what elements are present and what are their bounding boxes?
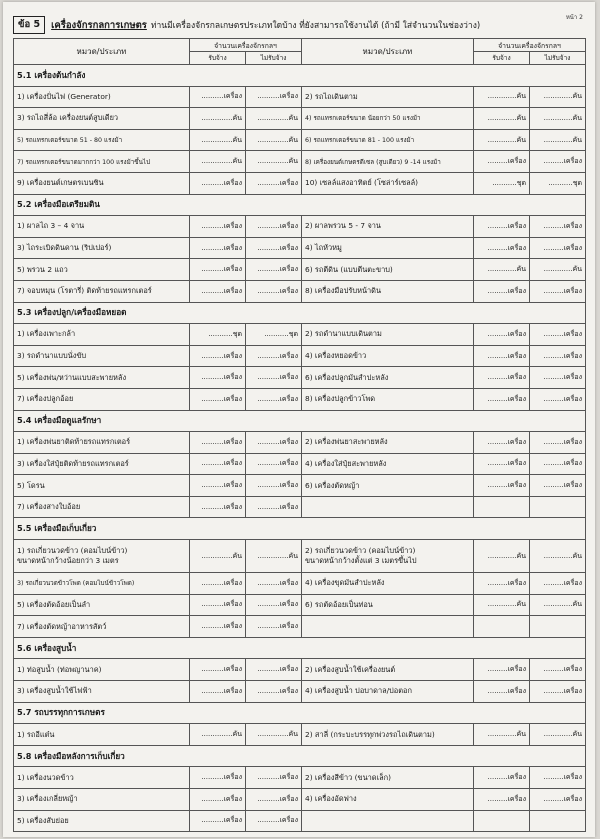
amount-field-right-hired bbox=[474, 810, 530, 832]
survey-page bbox=[3, 2, 595, 837]
amount-field-right-not-hired[interactable]: .........เครื่อง bbox=[530, 388, 586, 410]
item-label-right: 6) รถตัดอ้อยเป็นท่อน bbox=[302, 594, 474, 616]
amount-field-left-not-hired[interactable]: ..........เครื่อง bbox=[246, 172, 302, 194]
table-row bbox=[14, 453, 586, 475]
amount-field-right-not-hired bbox=[530, 496, 586, 518]
amount-field-right-not-hired[interactable]: .........เครื่อง bbox=[530, 573, 586, 595]
amount-field-right-hired[interactable]: .............คัน bbox=[474, 259, 530, 281]
item-label-right: 2) รถไถเดินตาม bbox=[302, 86, 474, 108]
amount-field-right-not-hired[interactable]: .............คัน bbox=[530, 86, 586, 108]
amount-field-right-not-hired[interactable]: .........เครื่อง bbox=[530, 324, 586, 346]
amount-field-left-not-hired[interactable]: ..............คัน bbox=[246, 724, 302, 746]
amount-field-right-hired[interactable]: .........เครื่อง bbox=[474, 789, 530, 811]
table-row bbox=[14, 594, 586, 616]
amount-field-right-not-hired bbox=[530, 810, 586, 832]
amount-field-left-not-hired[interactable]: ..........เครื่อง bbox=[246, 432, 302, 454]
table-row bbox=[14, 151, 586, 173]
amount-field-left-hired[interactable]: ..........เครื่อง bbox=[190, 345, 246, 367]
amount-field-left-not-hired[interactable]: ..............คัน bbox=[246, 129, 302, 151]
amount-field-right-not-hired[interactable]: .........เครื่อง bbox=[530, 216, 586, 238]
question-heading: เครื่องจักรกลการเกษตร bbox=[51, 19, 147, 31]
item-label-left: 3) เครื่องสูบน้ำใช้ไฟฟ้า bbox=[14, 681, 190, 703]
section-title: 5.1 เครื่องต้นกำลัง bbox=[14, 65, 586, 87]
amount-field-right-hired[interactable]: .........เครื่อง bbox=[474, 475, 530, 497]
amount-field-right-not-hired[interactable]: .............คัน bbox=[530, 594, 586, 616]
amount-field-left-hired[interactable]: ..........เครื่อง bbox=[190, 594, 246, 616]
amount-field-right-hired[interactable]: .........เครื่อง bbox=[474, 367, 530, 389]
amount-field-left-not-hired[interactable]: ..........เครื่อง bbox=[246, 367, 302, 389]
amount-field-right-hired bbox=[474, 616, 530, 638]
table-row bbox=[14, 129, 586, 151]
table-row bbox=[14, 659, 586, 681]
table-row bbox=[14, 259, 586, 281]
question-title bbox=[13, 16, 583, 34]
section-row bbox=[14, 65, 586, 87]
table-row bbox=[14, 432, 586, 454]
amount-field-right-not-hired[interactable]: .........เครื่อง bbox=[530, 453, 586, 475]
amount-field-right-not-hired[interactable]: .........เครื่อง bbox=[530, 237, 586, 259]
page-number: หน้า 2 bbox=[565, 14, 583, 21]
table-row bbox=[14, 345, 586, 367]
amount-field-left-hired[interactable]: ..........เครื่อง bbox=[190, 681, 246, 703]
amount-field-right-hired[interactable]: ...........ชุด bbox=[474, 172, 530, 194]
amount-field-left-not-hired[interactable]: ..........เครื่อง bbox=[246, 280, 302, 302]
item-label-left: 7) เครื่องปลูกอ้อย bbox=[14, 388, 190, 410]
amount-field-right-not-hired[interactable]: .............คัน bbox=[530, 259, 586, 281]
section-row bbox=[14, 410, 586, 432]
amount-field-right-not-hired[interactable]: ...........ชุด bbox=[530, 172, 586, 194]
amount-field-left-hired[interactable]: ..........เครื่อง bbox=[190, 789, 246, 811]
section-row bbox=[14, 518, 586, 540]
item-label-right: 4) เครื่องขุดมันสำปะหลัง bbox=[302, 573, 474, 595]
item-label-right: 8) เครื่องยนต์เกษตรดีเซล (สูบเดียว) 9 -14 แรงม้า bbox=[302, 151, 474, 173]
table-row bbox=[14, 237, 586, 259]
item-label-left: 3) รถเกี่ยวนวดข้าวโพด (คอมไบน์ข้าวโพด) bbox=[14, 573, 190, 595]
item-label-left: 1) ผาลไถ 3 – 4 จาน bbox=[14, 216, 190, 238]
item-label-line1: 2) รถเกี่ยวนวดข้าว (คอมไบน์ข้าว) bbox=[305, 546, 416, 556]
item-label-left: 1) เครื่องพ่นยาติดท้ายรถแทรกเตอร์ bbox=[14, 432, 190, 454]
item-label-left: 7) เครื่องตัดหญ้าอาหารสัตว์ bbox=[14, 616, 190, 638]
item-label-right: 2) สาลี่ (กระบะบรรทุกพ่วงรถไถเดินตาม) bbox=[302, 724, 474, 746]
item-label-right: 6) เครื่องตัดหญ้า bbox=[302, 475, 474, 497]
amount-field-right-not-hired[interactable]: .........เครื่อง bbox=[530, 280, 586, 302]
amount-field-left-hired[interactable]: ..............คัน bbox=[190, 724, 246, 746]
amount-field-left-not-hired[interactable]: ..........เครื่อง bbox=[246, 616, 302, 638]
item-label-line2: ขนาดหน้ากว้างน้อยกว่า 3 เมตร bbox=[17, 556, 119, 566]
table-row bbox=[14, 616, 586, 638]
header-category-left: หมวด/ประเภท bbox=[14, 39, 190, 65]
amount-field-right-not-hired[interactable]: .........เครื่อง bbox=[530, 659, 586, 681]
table-row bbox=[14, 540, 586, 573]
amount-field-left-not-hired[interactable]: ..........เครื่อง bbox=[246, 216, 302, 238]
item-label-right: 6) รถตีดิน (แบบตีนตะขาบ) bbox=[302, 259, 474, 281]
table-row bbox=[14, 367, 586, 389]
amount-field-left-hired[interactable]: ..........เครื่อง bbox=[190, 259, 246, 281]
item-label-right bbox=[302, 616, 474, 638]
amount-field-left-hired[interactable]: ...........ชุด bbox=[190, 324, 246, 346]
item-label-left: 1) ท่อสูบน้ำ (ท่อพญานาค) bbox=[14, 659, 190, 681]
amount-field-left-hired[interactable]: ..........เครื่อง bbox=[190, 237, 246, 259]
amount-field-right-hired[interactable]: .............คัน bbox=[474, 594, 530, 616]
section-row bbox=[14, 745, 586, 767]
item-label-right: 2) รถดำนาแบบเดินตาม bbox=[302, 324, 474, 346]
item-label-right: 8) เครื่องปลูกข้าวโพด bbox=[302, 388, 474, 410]
header-not-hired-left: ไม่รับจ้าง bbox=[246, 52, 302, 65]
item-label-right: 4) เครื่องใส่ปุ๋ยสะพายหลัง bbox=[302, 453, 474, 475]
table-row bbox=[14, 280, 586, 302]
amount-field-left-not-hired[interactable]: ..........เครื่อง bbox=[246, 259, 302, 281]
amount-field-left-hired[interactable]: ..........เครื่อง bbox=[190, 388, 246, 410]
item-label-left: 5) เครื่องตัดอ้อยเป็นลำ bbox=[14, 594, 190, 616]
item-label-right: 2) เครื่องพ่นยาสะพายหลัง bbox=[302, 432, 474, 454]
table-row bbox=[14, 108, 586, 130]
item-label-right: 10) เซลล์แสงอาทิตย์ (โซล่าร์เซลล์) bbox=[302, 172, 474, 194]
item-label-right: 4) เครื่องอัดฟาง bbox=[302, 789, 474, 811]
item-label-right: 2) เครื่องสีข้าว (ขนาดเล็ก) bbox=[302, 767, 474, 789]
amount-field-right-hired[interactable]: .............คัน bbox=[474, 724, 530, 746]
amount-field-left-not-hired[interactable]: ..........เครื่อง bbox=[246, 345, 302, 367]
amount-field-right-hired[interactable]: .............คัน bbox=[474, 108, 530, 130]
item-label-left: 9) เครื่องยนต์เกษตรเบนซิน bbox=[14, 172, 190, 194]
section-title: 5.6 เครื่องสูบน้ำ bbox=[14, 637, 586, 659]
item-label-right bbox=[302, 540, 474, 573]
item-label-line1: 1) รถเกี่ยวนวดข้าว (คอมไบน์ข้าว) bbox=[17, 546, 128, 556]
amount-field-right-hired[interactable]: .........เครื่อง bbox=[474, 280, 530, 302]
amount-field-left-hired[interactable]: ..........เครื่อง bbox=[190, 573, 246, 595]
amount-field-left-not-hired[interactable]: ..........เครื่อง bbox=[246, 388, 302, 410]
amount-field-left-hired[interactable]: ..........เครื่อง bbox=[190, 496, 246, 518]
item-label-left bbox=[14, 540, 190, 573]
amount-field-left-hired[interactable]: ..........เครื่อง bbox=[190, 216, 246, 238]
amount-field-left-not-hired[interactable]: ..........เครื่อง bbox=[246, 810, 302, 832]
table-row bbox=[14, 810, 586, 832]
amount-field-left-hired[interactable]: ..............คัน bbox=[190, 151, 246, 173]
amount-field-left-hired[interactable]: ..............คัน bbox=[190, 129, 246, 151]
amount-field-right-hired[interactable]: .............คัน bbox=[474, 540, 530, 573]
amount-field-right-hired[interactable]: .............คัน bbox=[474, 129, 530, 151]
header-category-right: หมวด/ประเภท bbox=[302, 39, 474, 65]
item-label-line2: ขนาดหน้ากว้างตั้งแต่ 3 เมตรขึ้นไป bbox=[305, 556, 417, 566]
amount-field-right-hired[interactable]: .........เครื่อง bbox=[474, 216, 530, 238]
amount-field-right-not-hired[interactable]: .........เครื่อง bbox=[530, 367, 586, 389]
amount-field-left-not-hired[interactable]: ..........เครื่อง bbox=[246, 789, 302, 811]
header-count-right: จำนวนเครื่องจักรกลฯ bbox=[474, 39, 586, 52]
item-label-left: 3) ไถระเบิดดินดาน (ริปเปอร์) bbox=[14, 237, 190, 259]
header-hired-left: รับจ้าง bbox=[190, 52, 246, 65]
amount-field-left-hired[interactable]: ..........เครื่อง bbox=[190, 86, 246, 108]
amount-field-right-hired[interactable]: .........เครื่อง bbox=[474, 659, 530, 681]
amount-field-left-not-hired[interactable]: ..........เครื่อง bbox=[246, 86, 302, 108]
item-label-left: 1) รถอีแต๋น bbox=[14, 724, 190, 746]
amount-field-left-hired[interactable]: ..............คัน bbox=[190, 540, 246, 573]
amount-field-right-hired[interactable]: .........เครื่อง bbox=[474, 767, 530, 789]
amount-field-left-hired[interactable]: ..........เครื่อง bbox=[190, 172, 246, 194]
section-title: 5.4 เครื่องมือดูแลรักษา bbox=[14, 410, 586, 432]
section-title: 5.8 เครื่องมือหลังการเก็บเกี่ยว bbox=[14, 745, 586, 767]
amount-field-right-not-hired bbox=[530, 616, 586, 638]
item-label-left: 1) เครื่องปั่นไฟ (Generator) bbox=[14, 86, 190, 108]
amount-field-left-not-hired[interactable]: ..........เครื่อง bbox=[246, 453, 302, 475]
header-count-left: จำนวนเครื่องจักรกลฯ bbox=[190, 39, 302, 52]
amount-field-left-not-hired[interactable]: ..............คัน bbox=[246, 108, 302, 130]
amount-field-left-not-hired[interactable]: ..........เครื่อง bbox=[246, 475, 302, 497]
section-title: 5.2 เครื่องมือเตรียมดิน bbox=[14, 194, 586, 216]
machinery-table-body bbox=[14, 65, 586, 832]
item-label-left: 7) เครื่องสางใบอ้อย bbox=[14, 496, 190, 518]
section-row bbox=[14, 702, 586, 724]
amount-field-left-not-hired[interactable]: ..............คัน bbox=[246, 151, 302, 173]
item-label-right: 4) เครื่องสูบน้ำ บ่อบาดาล/บ่อตอก bbox=[302, 681, 474, 703]
item-label-left: 5) เครื่องพ่น/หว่านแบบสะพายหลัง bbox=[14, 367, 190, 389]
item-label-left: 3) เครื่องใส่ปุ๋ยติดท้ายรถแทรกเตอร์ bbox=[14, 453, 190, 475]
item-label-left: 5) โดรน bbox=[14, 475, 190, 497]
amount-field-right-hired[interactable]: .........เครื่อง bbox=[474, 237, 530, 259]
section-row bbox=[14, 637, 586, 659]
item-label-left: 5) เครื่องสับย่อย bbox=[14, 810, 190, 832]
item-label-right: 4) ไถหัวหมู bbox=[302, 237, 474, 259]
amount-field-right-hired[interactable]: .........เครื่อง bbox=[474, 453, 530, 475]
item-label-left: 3) รถไถสี่ล้อ เครื่องยนต์สูบเดียว bbox=[14, 108, 190, 130]
item-label-right: 8) เครื่องมือปรับหน้าดิน bbox=[302, 280, 474, 302]
amount-field-right-not-hired[interactable]: .........เครื่อง bbox=[530, 681, 586, 703]
table-row bbox=[14, 496, 586, 518]
table-row bbox=[14, 172, 586, 194]
amount-field-right-hired[interactable]: .........เครื่อง bbox=[474, 432, 530, 454]
amount-field-right-not-hired[interactable]: .............คัน bbox=[530, 129, 586, 151]
section-title: 5.7 รถบรรทุกการเกษตร bbox=[14, 702, 586, 724]
table-row bbox=[14, 724, 586, 746]
item-label-left: 1) เครื่องเพาะกล้า bbox=[14, 324, 190, 346]
item-label-left: 3) เครื่องเกลี่ยหญ้า bbox=[14, 789, 190, 811]
amount-field-right-not-hired[interactable]: .........เครื่อง bbox=[530, 767, 586, 789]
amount-field-left-not-hired[interactable]: ..........เครื่อง bbox=[246, 237, 302, 259]
item-label-right: 2) ผาลพรวน 5 - 7 จาน bbox=[302, 216, 474, 238]
item-label-right bbox=[302, 496, 474, 518]
table-row bbox=[14, 216, 586, 238]
amount-field-left-hired[interactable]: ..........เครื่อง bbox=[190, 767, 246, 789]
amount-field-right-hired bbox=[474, 496, 530, 518]
table-row bbox=[14, 324, 586, 346]
amount-field-left-not-hired[interactable]: ..........เครื่อง bbox=[246, 496, 302, 518]
table-row bbox=[14, 86, 586, 108]
section-row bbox=[14, 194, 586, 216]
amount-field-left-hired[interactable]: ..........เครื่อง bbox=[190, 453, 246, 475]
amount-field-right-not-hired[interactable]: .........เครื่อง bbox=[530, 345, 586, 367]
amount-field-left-hired[interactable]: ..........เครื่อง bbox=[190, 432, 246, 454]
amount-field-right-hired[interactable]: .........เครื่อง bbox=[474, 324, 530, 346]
amount-field-right-not-hired[interactable]: .........เครื่อง bbox=[530, 789, 586, 811]
amount-field-left-hired[interactable]: ..............คัน bbox=[190, 108, 246, 130]
header-hired-right: รับจ้าง bbox=[474, 52, 530, 65]
item-label-left: 7) รถแทรกเตอร์ขนาดมากกว่า 100 แรงม้าขึ้นไป bbox=[14, 151, 190, 173]
amount-field-left-hired[interactable]: ..........เครื่อง bbox=[190, 280, 246, 302]
amount-field-left-not-hired[interactable]: ...........ชุด bbox=[246, 324, 302, 346]
item-label-right bbox=[302, 810, 474, 832]
table-row bbox=[14, 475, 586, 497]
machinery-table bbox=[13, 38, 586, 832]
amount-field-right-not-hired[interactable]: .........เครื่อง bbox=[530, 432, 586, 454]
amount-field-left-hired[interactable]: ..........เครื่อง bbox=[190, 810, 246, 832]
amount-field-left-hired[interactable]: ..........เครื่อง bbox=[190, 475, 246, 497]
item-label-left: 3) รถดำนาแบบนั่งขับ bbox=[14, 345, 190, 367]
question-instruction: ท่านมีเครื่องจักรกลเกษตรประเภทใดบ้าง ที่ยังสามารถใช้งานได้ (ถ้ามี ใส่จำนวนในช่องว่าง) bbox=[150, 21, 481, 31]
item-label-right: 4) รถแทรกเตอร์ขนาด น้อยกว่า 50 แรงม้า bbox=[302, 108, 474, 130]
amount-field-right-not-hired[interactable]: .........เครื่อง bbox=[530, 151, 586, 173]
amount-field-left-not-hired[interactable]: ..........เครื่อง bbox=[246, 767, 302, 789]
item-label-left: 5) พรวน 2 แถว bbox=[14, 259, 190, 281]
table-row bbox=[14, 388, 586, 410]
amount-field-right-hired[interactable]: .........เครื่อง bbox=[474, 345, 530, 367]
amount-field-left-not-hired[interactable]: ..........เครื่อง bbox=[246, 659, 302, 681]
amount-field-right-hired[interactable]: .........เครื่อง bbox=[474, 151, 530, 173]
header-not-hired-right: ไม่รับจ้าง bbox=[530, 52, 586, 65]
item-label-right: 2) เครื่องสูบน้ำใช้เครื่องยนต์ bbox=[302, 659, 474, 681]
section-title: 5.5 เครื่องมือเก็บเกี่ยว bbox=[14, 518, 586, 540]
amount-field-right-not-hired[interactable]: .............คัน bbox=[530, 540, 586, 573]
amount-field-right-not-hired[interactable]: .........เครื่อง bbox=[530, 475, 586, 497]
table-row bbox=[14, 767, 586, 789]
table-row bbox=[14, 681, 586, 703]
question-badge: ข้อ 5 bbox=[13, 16, 45, 34]
item-label-right: 6) เครื่องปลูกมันสำปะหลัง bbox=[302, 367, 474, 389]
amount-field-right-hired[interactable]: .........เครื่อง bbox=[474, 388, 530, 410]
amount-field-right-hired[interactable]: .........เครื่อง bbox=[474, 681, 530, 703]
amount-field-left-not-hired[interactable]: ..........เครื่อง bbox=[246, 681, 302, 703]
table-row bbox=[14, 573, 586, 595]
section-row bbox=[14, 302, 586, 324]
amount-field-left-not-hired[interactable]: ..............คัน bbox=[246, 540, 302, 573]
item-label-right: 4) เครื่องหยอดข้าว bbox=[302, 345, 474, 367]
amount-field-left-not-hired[interactable]: ..........เครื่อง bbox=[246, 573, 302, 595]
amount-field-left-hired[interactable]: ..........เครื่อง bbox=[190, 659, 246, 681]
table-row bbox=[14, 789, 586, 811]
amount-field-left-not-hired[interactable]: ..........เครื่อง bbox=[246, 594, 302, 616]
amount-field-left-hired[interactable]: ..........เครื่อง bbox=[190, 367, 246, 389]
item-label-left: 7) จอบหมุน (โรตารี่) ติดท้ายรถแทรกเตอร์ bbox=[14, 280, 190, 302]
amount-field-right-hired[interactable]: .............คัน bbox=[474, 86, 530, 108]
amount-field-right-not-hired[interactable]: .............คัน bbox=[530, 108, 586, 130]
amount-field-right-not-hired[interactable]: .............คัน bbox=[530, 724, 586, 746]
amount-field-left-hired[interactable]: ..........เครื่อง bbox=[190, 616, 246, 638]
item-label-right: 6) รถแทรกเตอร์ขนาด 81 - 100 แรงม้า bbox=[302, 129, 474, 151]
item-label-left: 1) เครื่องนวดข้าว bbox=[14, 767, 190, 789]
amount-field-right-hired[interactable]: .........เครื่อง bbox=[474, 573, 530, 595]
item-label-left: 5) รถแทรกเตอร์ขนาด 51 - 80 แรงม้า bbox=[14, 129, 190, 151]
section-title: 5.3 เครื่องปลูก/เครื่องมือหยอด bbox=[14, 302, 586, 324]
